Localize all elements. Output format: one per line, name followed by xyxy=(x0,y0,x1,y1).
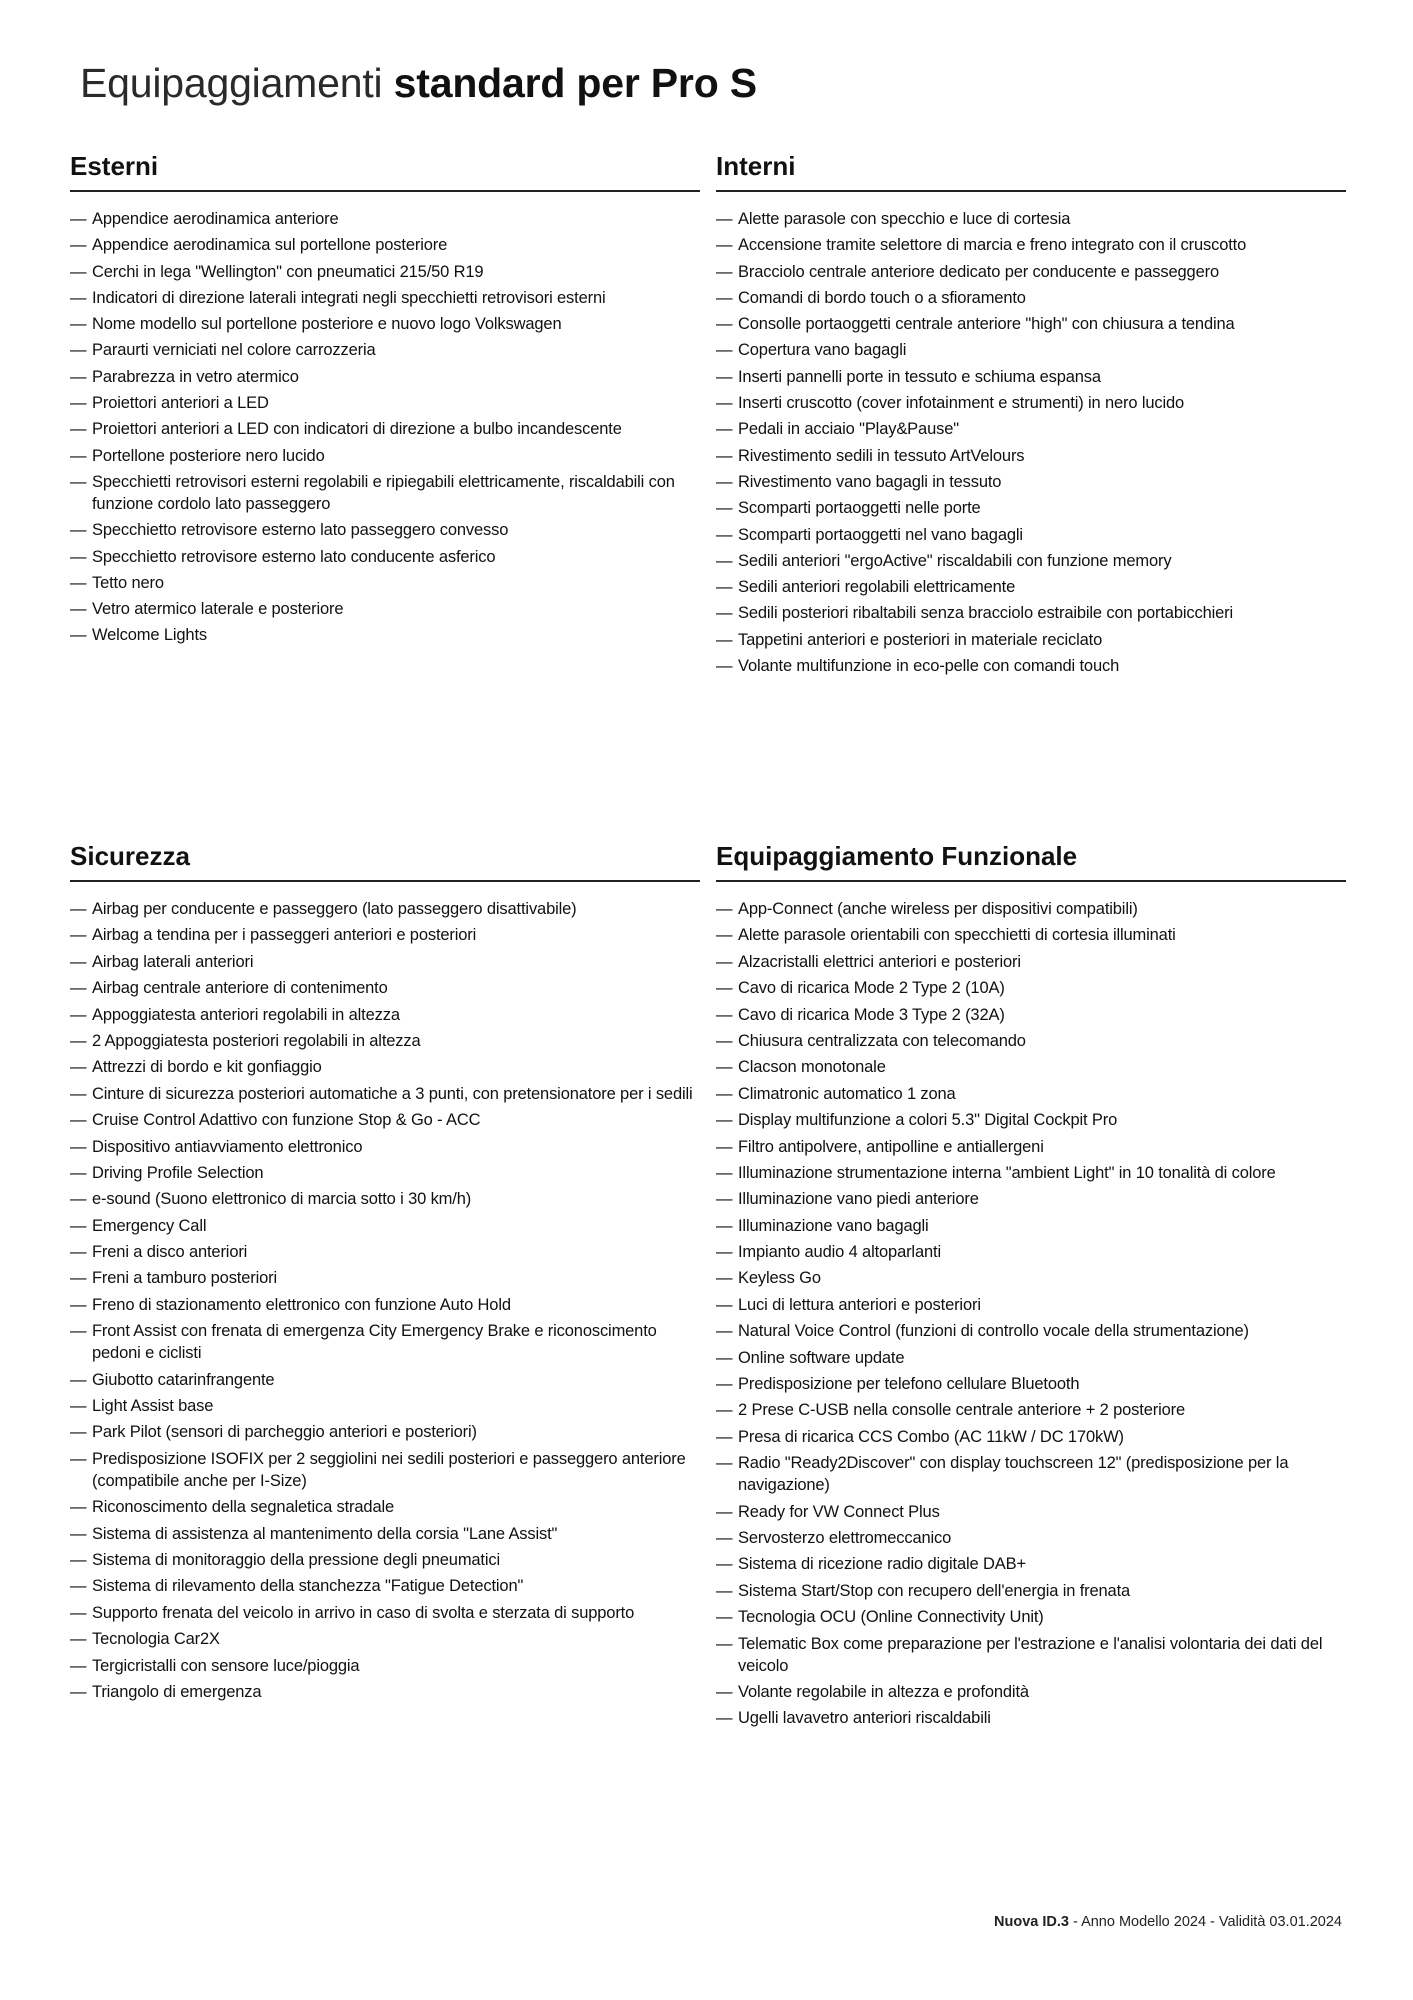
list-item: — Illuminazione vano bagagli xyxy=(716,1215,1346,1237)
list-item: — Tecnologia Car2X xyxy=(70,1628,700,1650)
list-item: — Alzacristalli elettrici anteriori e posteriori xyxy=(716,951,1346,973)
list-item: — Sistema di rilevamento della stanchezza "Fatigue Detection" xyxy=(70,1575,700,1597)
list-item: — Scomparti portaoggetti nelle porte xyxy=(716,497,1346,519)
footer-model: Nuova ID.3 xyxy=(994,1914,1069,1930)
page-title xyxy=(80,58,757,108)
list-item: — Proiettori anteriori a LED xyxy=(70,392,700,414)
list-item: — Sistema Start/Stop con recupero dell'energia in frenata xyxy=(716,1580,1346,1602)
page-title-light: Equipaggiamenti xyxy=(80,60,383,106)
list-item: — App-Connect (anche wireless per dispositivi compatibili) xyxy=(716,898,1346,920)
list-item: — Triangolo di emergenza xyxy=(70,1681,700,1703)
list-item: — Portellone posteriore nero lucido xyxy=(70,445,700,467)
list-item: — Illuminazione vano piedi anteriore xyxy=(716,1188,1346,1210)
list-item: — Freni a tamburo posteriori xyxy=(70,1267,700,1289)
list-item: — Illuminazione strumentazione interna "ambient Light" in 10 tonalità di colore xyxy=(716,1162,1346,1184)
list-item: — Scomparti portaoggetti nel vano bagagli xyxy=(716,524,1346,546)
list-item: — Specchietto retrovisore esterno lato conducente asferico xyxy=(70,546,700,568)
page-title-bold: standard per Pro S xyxy=(393,60,757,106)
list-item: — Appoggiatesta anteriori regolabili in altezza xyxy=(70,1004,700,1026)
list-item: — Specchietto retrovisore esterno lato passeggero convesso xyxy=(70,519,700,541)
list-item: — Parabrezza in vetro atermico xyxy=(70,366,700,388)
list-item: — Freno di stazionamento elettronico con funzione Auto Hold xyxy=(70,1294,700,1316)
list-item: — Paraurti verniciati nel colore carrozzeria xyxy=(70,339,700,361)
list-item: — Predisposizione ISOFIX per 2 seggiolini nei sedili posteriori e passeggero anteriore (compatibile anche per I-Size) xyxy=(70,1448,700,1492)
list-item: — Cavo di ricarica Mode 3 Type 2 (32A) xyxy=(716,1004,1346,1026)
list-item: — Sedili anteriori regolabili elettricamente xyxy=(716,576,1346,598)
list-item: — Sistema di monitoraggio della pressione degli pneumatici xyxy=(70,1549,700,1571)
list-item: — Inserti cruscotto (cover infotainment e strumenti) in nero lucido xyxy=(716,392,1346,414)
list-item: — Copertura vano bagagli xyxy=(716,339,1346,361)
list-item: — 2 Appoggiatesta posteriori regolabili in altezza xyxy=(70,1030,700,1052)
list-item: — Keyless Go xyxy=(716,1267,1346,1289)
list-item: — Sistema di assistenza al mantenimento della corsia "Lane Assist" xyxy=(70,1523,700,1545)
list-item: — Ugelli lavavetro anteriori riscaldabili xyxy=(716,1707,1346,1729)
list-item: — Front Assist con frenata di emergenza City Emergency Brake e riconoscimento pedoni e ciclisti xyxy=(70,1320,700,1364)
list-item: — Volante multifunzione in eco-pelle con comandi touch xyxy=(716,655,1346,677)
list-item: — Cruise Control Adattivo con funzione Stop & Go - ACC xyxy=(70,1109,700,1131)
section-interni xyxy=(716,148,1346,681)
list-item: — Cavo di ricarica Mode 2 Type 2 (10A) xyxy=(716,977,1346,999)
list-item: — Indicatori di direzione laterali integrati negli specchietti retrovisori esterni xyxy=(70,287,700,309)
list-item: — Volante regolabile in altezza e profondità xyxy=(716,1681,1346,1703)
list-item: — Airbag laterali anteriori xyxy=(70,951,700,973)
list-item: — Appendice aerodinamica sul portellone posteriore xyxy=(70,234,700,256)
feature-list xyxy=(70,898,700,1703)
section-equipaggiamento-funzionale xyxy=(716,838,1346,1734)
list-item: — Light Assist base xyxy=(70,1395,700,1417)
list-item: — Welcome Lights xyxy=(70,624,700,646)
list-item: — Inserti pannelli porte in tessuto e schiuma espansa xyxy=(716,366,1346,388)
list-item: — Tappetini anteriori e posteriori in materiale reciclato xyxy=(716,629,1346,651)
list-item: — Comandi di bordo touch o a sfioramento xyxy=(716,287,1346,309)
list-item: — Sedili anteriori "ergoActive" riscaldabili con funzione memory xyxy=(716,550,1346,572)
list-item: — Airbag per conducente e passeggero (lato passeggero disattivabile) xyxy=(70,898,700,920)
list-item: — 2 Prese C-USB nella consolle centrale anteriore + 2 posteriore xyxy=(716,1399,1346,1421)
list-item: — Proiettori anteriori a LED con indicatori di direzione a bulbo incandescente xyxy=(70,418,700,440)
list-item: — Emergency Call xyxy=(70,1215,700,1237)
list-item: — Alette parasole con specchio e luce di cortesia xyxy=(716,208,1346,230)
list-item: — e-sound (Suono elettronico di marcia sotto i 30 km/h) xyxy=(70,1188,700,1210)
list-item: — Rivestimento vano bagagli in tessuto xyxy=(716,471,1346,493)
list-item: — Tetto nero xyxy=(70,572,700,594)
list-item: — Dispositivo antiavviamento elettronico xyxy=(70,1136,700,1158)
list-item: — Chiusura centralizzata con telecomando xyxy=(716,1030,1346,1052)
list-item: — Sedili posteriori ribaltabili senza bracciolo estraibile con portabicchieri xyxy=(716,602,1346,624)
list-item: — Cerchi in lega "Wellington" con pneumatici 215/50 R19 xyxy=(70,261,700,283)
feature-list xyxy=(716,898,1346,1729)
list-item: — Filtro antipolvere, antipolline e antiallergeni xyxy=(716,1136,1346,1158)
list-item: — Servosterzo elettromeccanico xyxy=(716,1527,1346,1549)
list-item: — Vetro atermico laterale e posteriore xyxy=(70,598,700,620)
list-item: — Pedali in acciaio "Play&Pause" xyxy=(716,418,1346,440)
list-item: — Giubotto catarinfrangente xyxy=(70,1369,700,1391)
list-item: — Online software update xyxy=(716,1347,1346,1369)
list-item: — Impianto audio 4 altoparlanti xyxy=(716,1241,1346,1263)
list-item: — Riconoscimento della segnaletica stradale xyxy=(70,1496,700,1518)
list-item: — Luci di lettura anteriori e posteriori xyxy=(716,1294,1346,1316)
list-item: — Airbag a tendina per i passeggeri anteriori e posteriori xyxy=(70,924,700,946)
list-item: — Telematic Box come preparazione per l'estrazione e l'analisi volontaria dei dati del veicolo xyxy=(716,1633,1346,1677)
list-item: — Natural Voice Control (funzioni di controllo vocale della strumentazione) xyxy=(716,1320,1346,1342)
list-item: — Alette parasole orientabili con specchietti di cortesia illuminati xyxy=(716,924,1346,946)
list-item: — Clacson monotonale xyxy=(716,1056,1346,1078)
list-item: — Bracciolo centrale anteriore dedicato per conducente e passeggero xyxy=(716,261,1346,283)
footer-validity: - Anno Modello 2024 - Validità 03.01.2024 xyxy=(1068,1914,1342,1930)
list-item: — Cinture di sicurezza posteriori automatiche a 3 punti, con pretensionatore per i sedili xyxy=(70,1083,700,1105)
feature-list xyxy=(716,208,1346,677)
list-item: — Nome modello sul portellone posteriore e nuovo logo Volkswagen xyxy=(70,313,700,335)
list-item: — Tergicristalli con sensore luce/pioggia xyxy=(70,1655,700,1677)
list-item: — Airbag centrale anteriore di contenimento xyxy=(70,977,700,999)
list-item: — Accensione tramite selettore di marcia e freno integrato con il cruscotto xyxy=(716,234,1346,256)
list-item: — Rivestimento sedili in tessuto ArtVelours xyxy=(716,445,1346,467)
list-item: — Supporto frenata del veicolo in arrivo in caso di svolta e sterzata di supporto xyxy=(70,1602,700,1624)
list-item: — Appendice aerodinamica anteriore xyxy=(70,208,700,230)
list-item: — Attrezzi di bordo e kit gonfiaggio xyxy=(70,1056,700,1078)
list-item: — Sistema di ricezione radio digitale DAB+ xyxy=(716,1553,1346,1575)
list-item: — Consolle portaoggetti centrale anteriore "high" con chiusura a tendina xyxy=(716,313,1346,335)
list-item: — Park Pilot (sensori di parcheggio anteriori e posteriori) xyxy=(70,1421,700,1443)
section-sicurezza xyxy=(70,838,700,1707)
list-item: — Ready for VW Connect Plus xyxy=(716,1501,1346,1523)
section-heading: Esterni xyxy=(70,148,700,192)
feature-list xyxy=(70,208,700,646)
list-item: — Specchietti retrovisori esterni regolabili e ripiegabili elettricamente, riscaldabili con funzione cordolo lato passeggero xyxy=(70,471,700,515)
list-item: — Display multifunzione a colori 5.3" Digital Cockpit Pro xyxy=(716,1109,1346,1131)
page-footer xyxy=(994,1912,1342,1932)
section-heading: Interni xyxy=(716,148,1346,192)
list-item: — Freni a disco anteriori xyxy=(70,1241,700,1263)
section-heading: Sicurezza xyxy=(70,838,700,882)
list-item: — Climatronic automatico 1 zona xyxy=(716,1083,1346,1105)
list-item: — Tecnologia OCU (Online Connectivity Unit) xyxy=(716,1606,1346,1628)
list-item: — Radio "Ready2Discover" con display touchscreen 12" (predisposizione per la navigazione) xyxy=(716,1452,1346,1496)
section-heading: Equipaggiamento Funzionale xyxy=(716,838,1346,882)
section-esterni xyxy=(70,148,700,651)
list-item: — Driving Profile Selection xyxy=(70,1162,700,1184)
list-item: — Presa di ricarica CCS Combo (AC 11kW / DC 170kW) xyxy=(716,1426,1346,1448)
list-item: — Predisposizione per telefono cellulare Bluetooth xyxy=(716,1373,1346,1395)
